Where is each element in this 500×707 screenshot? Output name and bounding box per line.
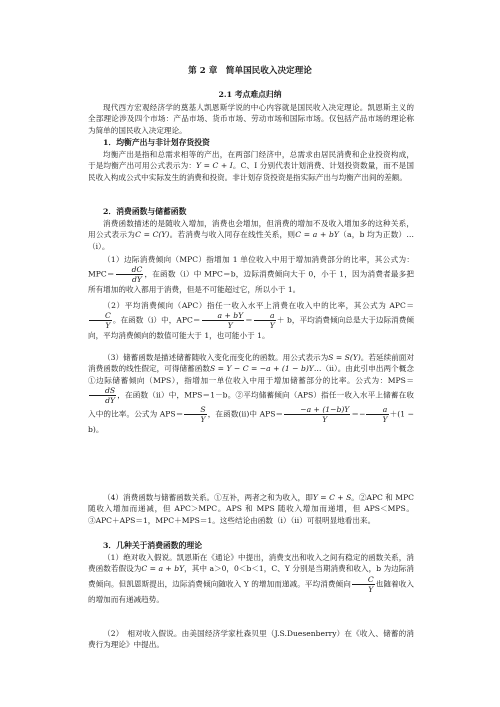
text: 消费函数描述的是随收入增加，消费也会增加，但消费的增加不及收入增加多的这种关系，用公式表示为 [88,219,414,240]
numerator: dC [116,265,144,275]
s2-paragraph-saving: （3）储蓄函数是描述储蓄随收入变化而变化的函数。用公式表示为S = S(Y)。若延续前面对消费函数的线性假定，可得储蓄函数S = Y − C = −a + (1 − b)Y…（ii）。由此引申出两个概念 ①边际储蓄倾向（MPS），指增加一单位收入中用于增加储蓄部分的比率。公式为：MPS＝ $\frac{dS}{dY}$ ，在函数（ii）中，MPS＝1－b。②平均储蓄倾向（APS）指任一收入水平上储蓄在收入中的比率。公式为 APS＝ $\frac{S}{Y}$ ，在函数(ii)中 APS＝ $\frac{-a + (1-b)Y}{Y}$ ＝− $\frac{a}{Y}$ ＋(1 − b)。 [88,353,414,435]
s2-paragraph-1 [88,218,414,252]
fraction [116,265,144,284]
text: 均衡产出是指和总需求相等的产出，在两部门经济中，总需求由居民消费和企业投资构成，于是均衡产出可用公式表示为： [88,150,414,171]
denominator: Y [382,415,388,425]
s2-paragraph-apc: （2）平均消费倾向（APC）指任一收入水平上消费在收入中的比率，其公式为 APC＝ $\frac{C}{Y}$ 。在函数（i）中，APC＝ $\frac{a + bY}{Y}$ ＝ $\frac{a}{Y}$ ＋ b，平均消费倾向总是大于边际消费倾向，平均消费倾向的数值可能大于 1，也可能小于 1。 [88,301,414,341]
numerator: C [89,311,112,321]
denominator: Y [322,415,328,425]
text: （2）平均消费倾向（APC）指任一收入水平上消费在收入中的比率，其公式为 APC＝ [103,301,414,310]
equation: Y = C + I [196,161,233,171]
equation: S = Y − C = −a + (1 − b)Y [210,364,314,374]
numerator: C [352,575,375,585]
numerator: S [184,405,206,415]
denominator: Y [105,321,111,331]
text: （1）边际消费倾向（MPC）指增加 1 单位收入中用于增加消费部分的比率，其公式为： [103,255,414,264]
text: ，其中 a＞0，0＜b＜1，C、Y 分别是当期消费和收入，b 为边际消费倾向。但凯恩斯提出，边际消费倾向随收入 Y 的增加而递减。平均消费倾向 [88,564,414,589]
text: 也随着收入的增加而有递减趋势。 [88,579,415,604]
fraction [366,405,388,424]
denominator: dY [105,396,115,406]
denominator: Y [200,415,206,425]
chapter-title: 第 2 章 简单国民收入决定理论 [188,66,312,76]
text: …（ii）。由此引申出两个概念 ①边际储蓄倾向（MPS），指增加一单位收入中用于增加储蓄部分的比率。公式为：MPS＝ [88,364,414,385]
text: 。若延续前面对消费函数的线性假定，可得储蓄函数 [88,353,414,374]
text: ＋ b，平均消费倾向总是大于边际消费倾向，平均消费倾向的数值可能大于 1，也可能小于 1。 [88,315,414,341]
numerator: a + bY [202,311,245,321]
text: （1）绝对收入假说。凯恩斯在《通论》中提出，消费支出和收入之间有稳定的函数关系，消费函数若假设为 [88,553,414,574]
numerator: a [366,405,388,415]
text: ＋(1 − b)。 [88,409,414,435]
equation: C = a + bY [141,564,185,574]
text: ，在函数(ii)中 APS＝ [207,409,284,419]
heading-2: 2．消费函数与储蓄函数 [103,207,187,216]
denominator: dY [132,275,142,285]
numerator: a [254,311,276,321]
text: 。若消费与收入同存在线性关系，则 [169,230,296,240]
text: （a，b 均为正数）…（i）。 [88,230,414,251]
fraction [284,405,350,424]
text: 。C、I 分别代表计划消费、计划投资数量，而不是国民收入构成公式中实际发生的消费和投资。非计划存货投资是指实际产出与均衡产出间的差额。 [88,161,414,182]
heading-3: 3．几种关于消费函数的理论 [103,541,202,550]
intro-text: 现代西方宏观经济学的奠基人凯恩斯学说的中心内容就是国民收入决定理论。凯恩斯主义的全部理论涉及四个市场：产品市场、货币市场、劳动市场和国际市场。仅包括产品市场的理论称为简单的国民收入决定理论。 [88,103,414,135]
s3-paragraph-2 [88,628,414,651]
s3-paragraph-1 [88,552,414,605]
fraction [89,386,116,405]
fraction [184,405,206,424]
fraction [352,575,375,594]
denominator: Y [368,584,374,594]
text: ，在函数（i）中 MPC＝b，边际消费倾向大于 0，小于 1，因为消费者最多把所有增加的收入都用于消费，但是不可能超过它，所以小于 1。 [88,269,414,295]
text: MPC＝ [88,269,115,279]
text: 。②APC 和 MPC 随收入增加而递减，但 APC＞MPC。APS 和 MPS 随收入增加而递增，但 APS＜MPS。③APC＋APS＝1，MPC＋MPS＝1。这些结论由函数（i）（ii）可很明显地看出来。 [88,493,414,525]
text: （3）储蓄函数是描述储蓄随收入变化而变化的函数。用公式表示为 [103,353,329,362]
numerator: dS [89,386,116,396]
text: ，在函数（ii）中，MPS＝1－b。②平均储蓄倾向（APS）指任一收入水平上储蓄在收入中的比率。公式为 APS＝ [88,390,414,419]
intro-paragraph [88,102,414,136]
denominator: Y [227,321,233,331]
s2-paragraph-mpc [88,254,414,296]
s1-paragraph [88,149,414,183]
numerator: −a + (1−b)Y [284,405,350,415]
fraction [89,311,112,330]
equation: S = S(Y) [328,353,361,362]
fraction [202,311,245,330]
denominator: Y [269,321,275,331]
text: （4）消费函数与储蓄函数关系。①互补，两者之和为收入，即 [103,493,313,502]
text: 。在函数（i）中，APC＝ [112,315,201,325]
fraction [254,311,276,330]
section-title: 2.1 考点难点归纳 [218,90,282,99]
s2-paragraph-relation [88,492,414,526]
heading-1: 1．均衡产出与非计划存货投资 [103,138,210,147]
equation: C = a + bY [295,230,339,240]
equation: Y = C + S [312,493,352,502]
equation: C = C(Y) [135,230,170,240]
text: （2） 相对收入假说。由美国经济学家杜森贝里（J.S.Duesenberry）在《收入、储蓄的消费行为理论》中提出。 [88,629,414,650]
